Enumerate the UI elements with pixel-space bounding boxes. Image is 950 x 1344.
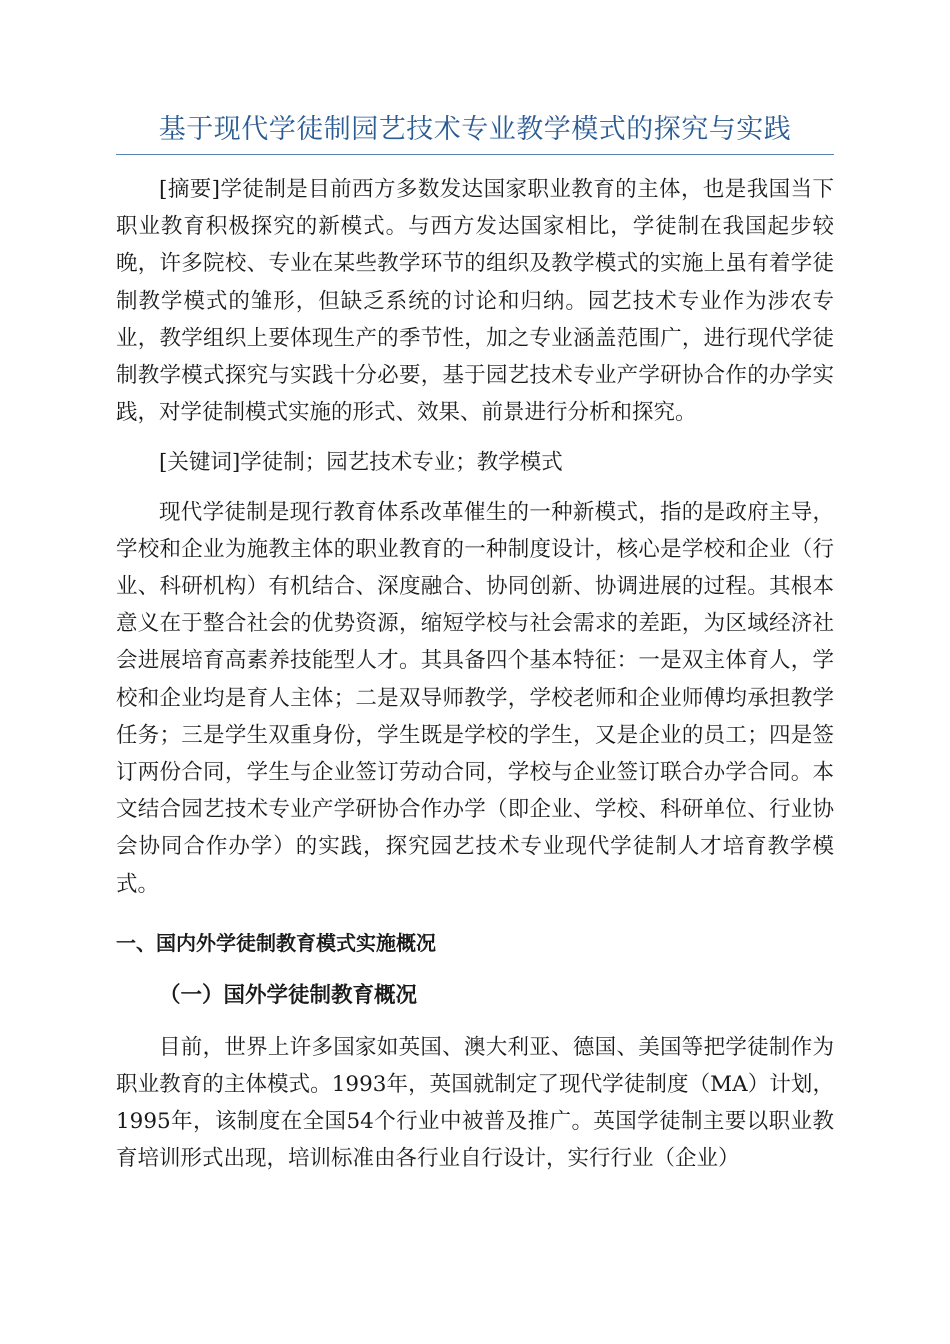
document-title: 基于现代学徒制园艺技术专业教学模式的探究与实践 (158, 114, 792, 145)
section-heading-1: 一、国内外学徒制教育模式实施概况 (116, 930, 436, 955)
keywords-paragraph: [关键词]学徒制；园艺技术专业；教学模式 (159, 450, 563, 476)
document-page (116, 108, 834, 1178)
abstract-paragraph: [摘要]学徒制是目前西方多数发达国家职业教育的主体，也是我国当下职业教育积极探究的新模式。与西方发达国家相比，学徒制在我国起步较晚，许多院校、专业在某些教学环节的组织及教学模式的实施上虽有着学徒制教学模式的雏形，但缺乏系统的讨论和归纳。园艺技术专业作为涉农专业，教学组织上要体现生产的季节性，加之专业涵盖范围广，进行现代学徒制教学模式探究与实践十分必要，基于园艺技术专业产学研协合作的办学实践，对学徒制模式实施的形式、效果、前景进行分析和探究。 (116, 177, 834, 426)
subsection-body-paragraph: 目前，世界上许多国家如英国、澳大利亚、德国、美国等把学徒制作为职业教育的主体模式。1993年，英国就制定了现代学徒制度（MA）计划，1995年，该制度在全国54个行业中被普及推广。英国学徒制主要以职业教育培训形式出现，培训标准由各行业自行设计，实行行业（企业） (116, 1034, 834, 1172)
intro-paragraph: 现代学徒制是现行教育体系改革催生的一种新模式，指的是政府主导，学校和企业为施教主体的职业教育的一种制度设计，核心是学校和企业（行业、科研机构）有机结合、深度融合、协同创新、协调进展的过程。其根本意义在于整合社会的优势资源，缩短学校与社会需求的差距，为区域经济社会进展培育高素养技能型人才。其具备四个基本特征：一是双主体育人，学校和企业均是育人主体；二是双导师教学，学校老师和企业师傅均承担教学任务；三是学生双重身份，学生既是学校的学生，又是企业的员工；四是签订两份合同，学生与企业签订劳动合同，学校与企业签订联合办学合同。本文结合园艺技术专业产学研协合作办学（即企业、学校、科研单位、行业协会协同合作办学）的实践，探究园艺技术专业现代学徒制人才培育教学模式。 (116, 499, 834, 897)
title-underline (116, 154, 834, 155)
subsection-heading-1-1: （一）国外学徒制教育概况 (159, 982, 418, 1008)
